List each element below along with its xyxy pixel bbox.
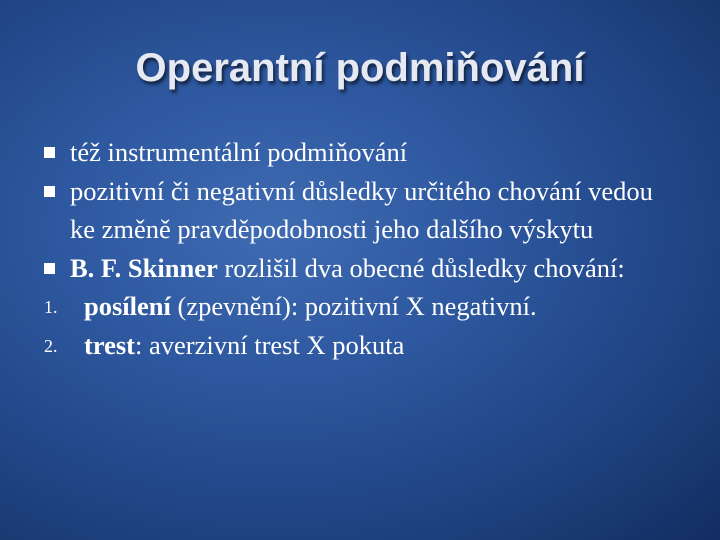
- list-number: 2.: [44, 335, 58, 356]
- numbered-text: : averzivní trest X pokuta: [135, 329, 405, 360]
- square-bullet-icon: [44, 186, 55, 197]
- numbered-bold-text: trest: [84, 329, 136, 360]
- square-bullet-icon: [44, 147, 55, 158]
- bullet-text: též instrumentální podmiňování: [70, 137, 408, 167]
- numbered-text: (zpevnění): pozitivní X negativní.: [170, 291, 537, 321]
- bullet-item: [44, 249, 684, 288]
- list-number: 1.: [44, 297, 58, 317]
- slide-title: Operantní podmiňování: [135, 46, 585, 90]
- numbered-bold-text: posílení: [84, 291, 171, 321]
- bullet-text: rozlišil dva obecné důsledky chování:: [217, 252, 625, 283]
- bullet-item: [44, 172, 684, 249]
- numbered-item: [44, 326, 684, 365]
- square-bullet-icon: [44, 263, 55, 274]
- bullet-bold-text: B. F. Skinner: [70, 252, 218, 283]
- bullet-item: [44, 133, 684, 172]
- slide-content: [44, 133, 684, 364]
- numbered-item: [44, 287, 684, 326]
- bullet-text: pozitivní či negativní důsledky určitého chování vedou ke změně pravděpodobnosti jeho dalšího výskytu: [70, 175, 653, 244]
